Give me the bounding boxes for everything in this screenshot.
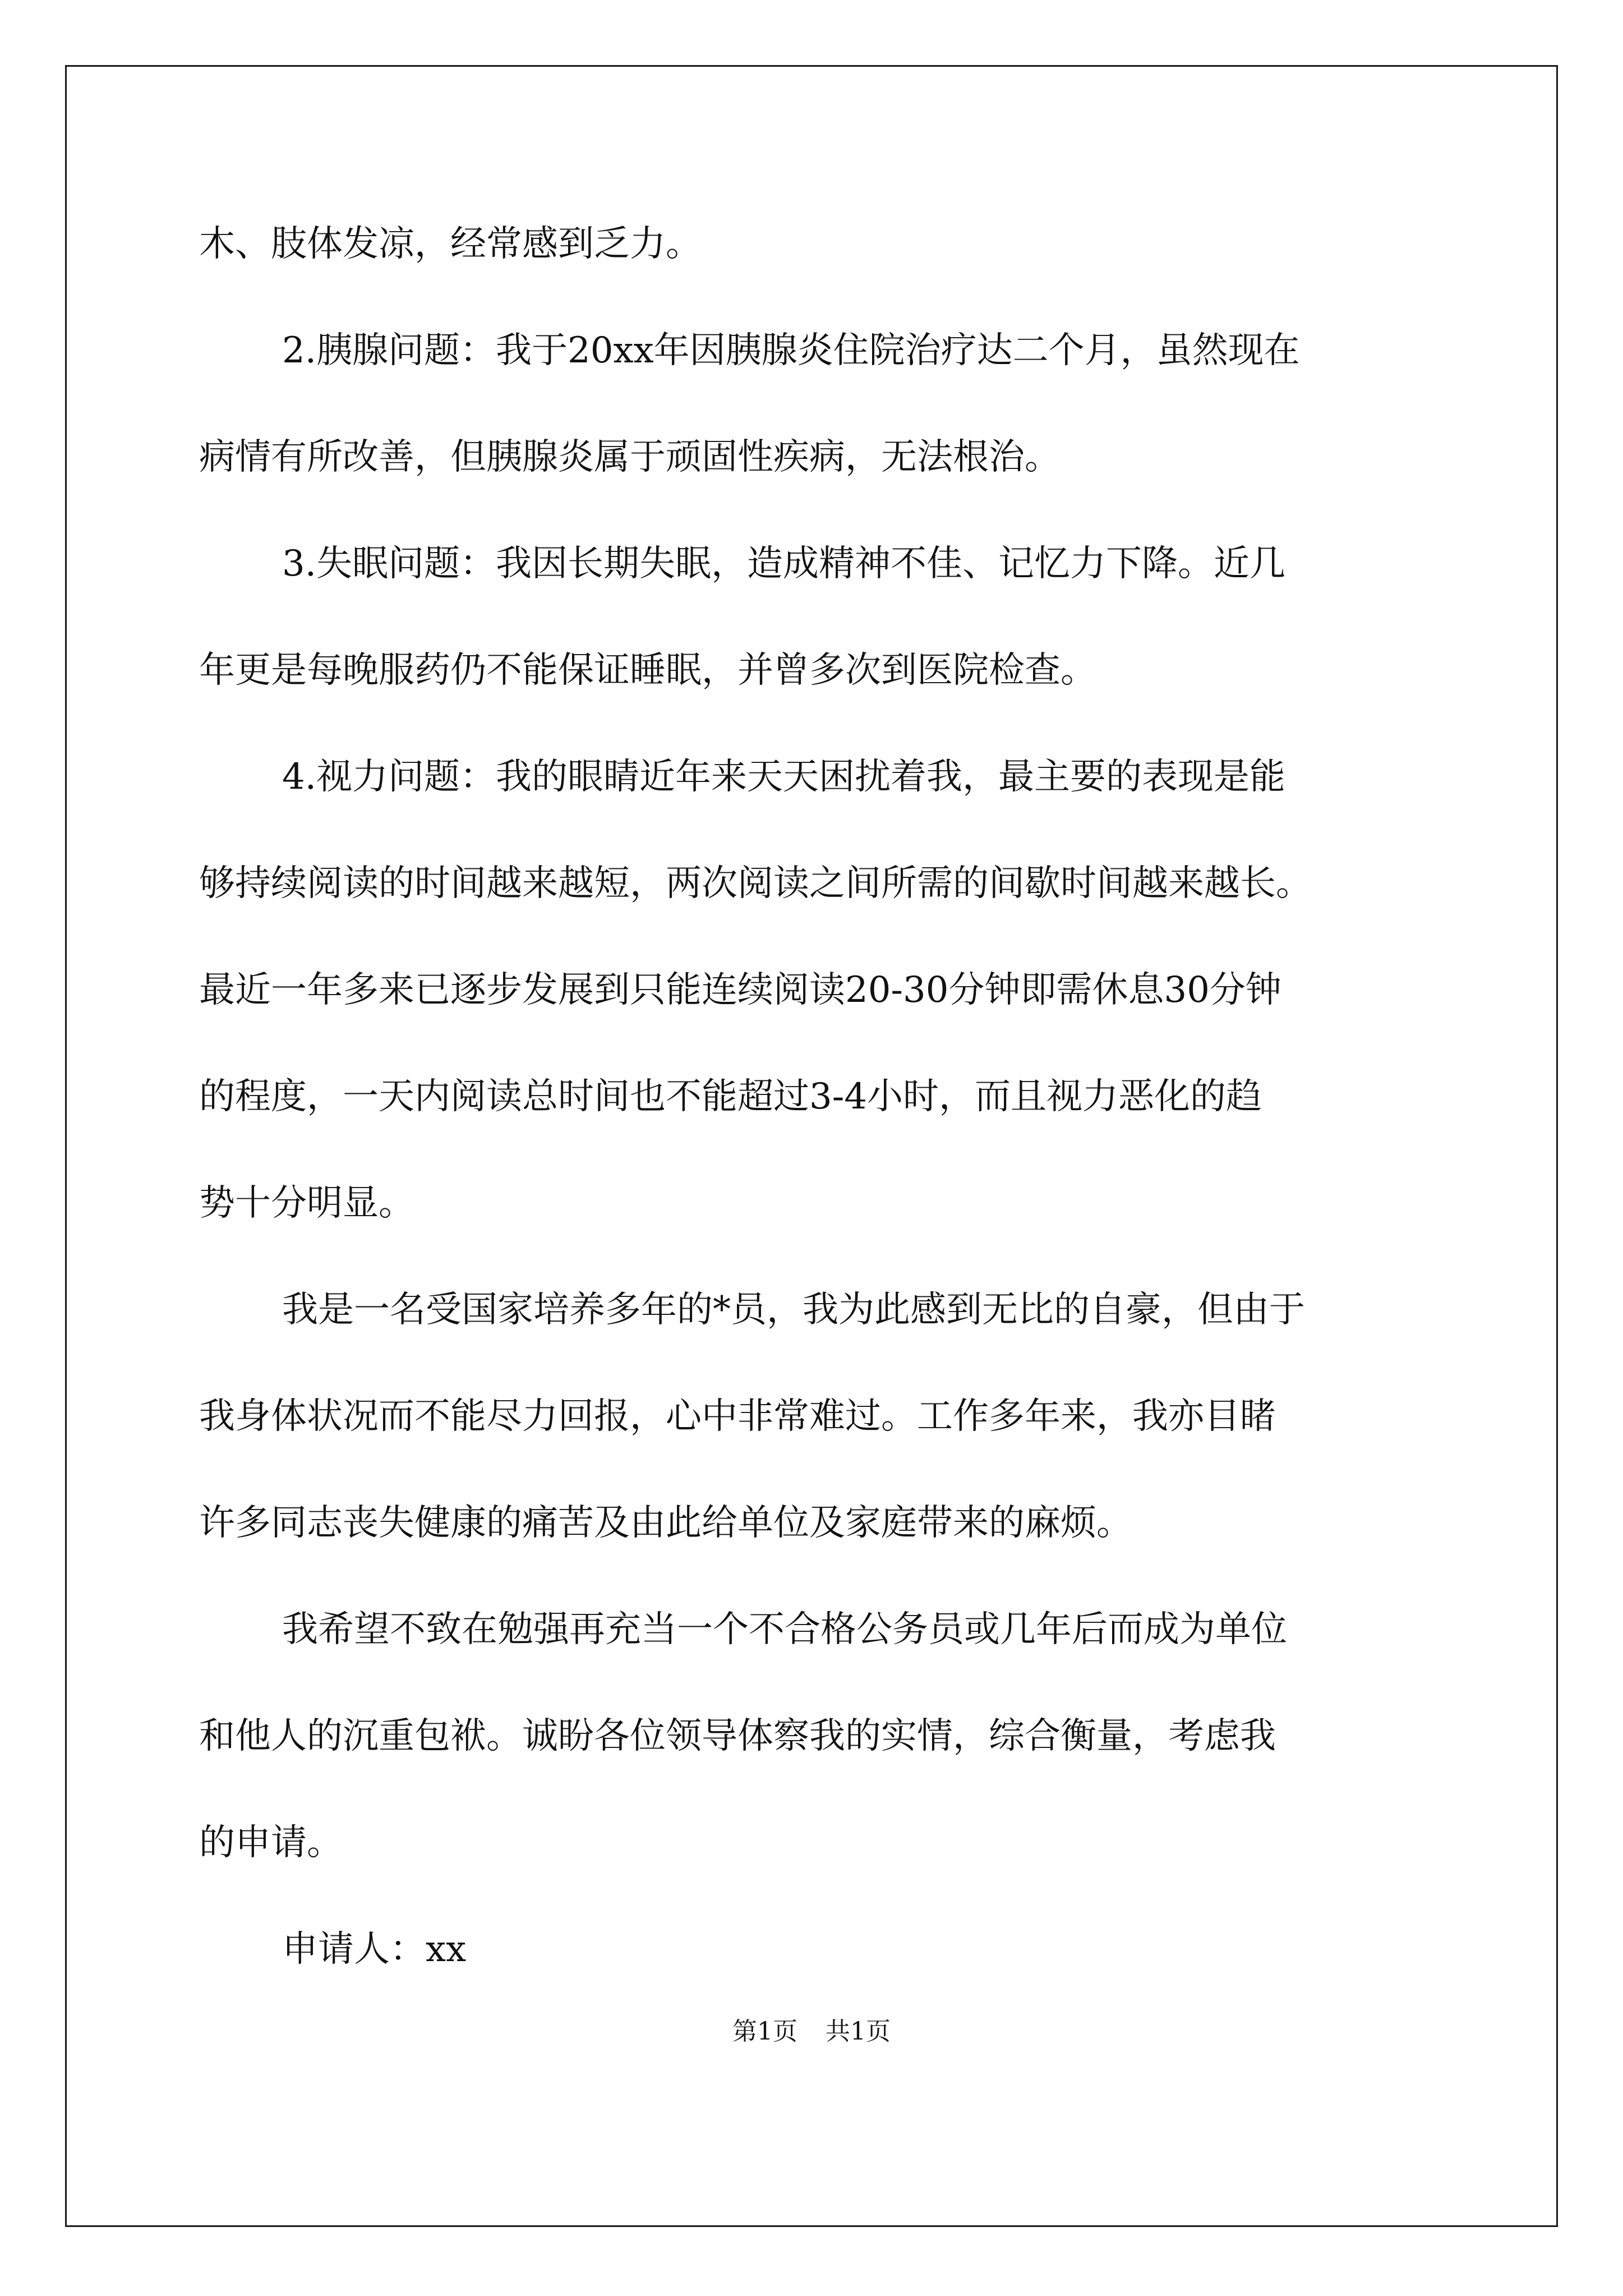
text-line: 的申请。 (199, 1822, 343, 1864)
text-line: 年更是每晚服药仍不能保证睡眠，并曾多次到医院检查。 (199, 650, 1096, 691)
text-line: 势十分明显。 (199, 1182, 414, 1224)
page-number: 第1页 (732, 2017, 797, 2046)
text-line: 我希望不致在勉强再充当一个不合格公务员或几年后而成为单位 (282, 1609, 1287, 1650)
page-footer (0, 2011, 1623, 2047)
signature-line: 申请人：xx (282, 1929, 467, 1970)
document-body (199, 191, 1433, 2003)
text-line: 够持续阅读的时间越来越短，两次阅读之间所需的间歇时间越来越长。 (199, 863, 1312, 904)
text-line: 病情有所改善，但胰腺炎属于顽固性疾病，无法根治。 (199, 436, 1061, 478)
text-line: 许多同志丧失健康的痛苦及由此给单位及家庭带来的麻烦。 (199, 1502, 1132, 1544)
text-line: 我是一名受国家培养多年的*员，我为此感到无比的自豪，但由于 (282, 1289, 1305, 1331)
text-line: 我身体状况而不能尽力回报，心中非常难过。工作多年来，我亦目睹 (199, 1396, 1276, 1437)
text-line: 3.失眠问题：我因长期失眠，造成精神不佳、记忆力下降。近几 (282, 543, 1286, 585)
text-line: 的程度，一天内阅读总时间也不能超过3-4小时，而且视力恶化的趋 (199, 1076, 1262, 1117)
text-line: 2.胰腺问题：我于20xx年因胰腺炎住院治疗达二个月，虽然现在 (282, 330, 1300, 371)
text-line: 最近一年多来已逐步发展到只能连续阅读20-30分钟即需休息30分钟 (199, 969, 1281, 1011)
text-line: 4.视力问题：我的眼睛近年来天天困扰着我，最主要的表现是能 (282, 756, 1286, 798)
text-line: 木、肢体发凉，经常感到乏力。 (199, 223, 702, 265)
page-total: 共1页 (826, 2017, 891, 2046)
text-line: 和他人的沉重包袱。诚盼各位领导体察我的实情，综合衡量，考虑我 (199, 1715, 1276, 1757)
